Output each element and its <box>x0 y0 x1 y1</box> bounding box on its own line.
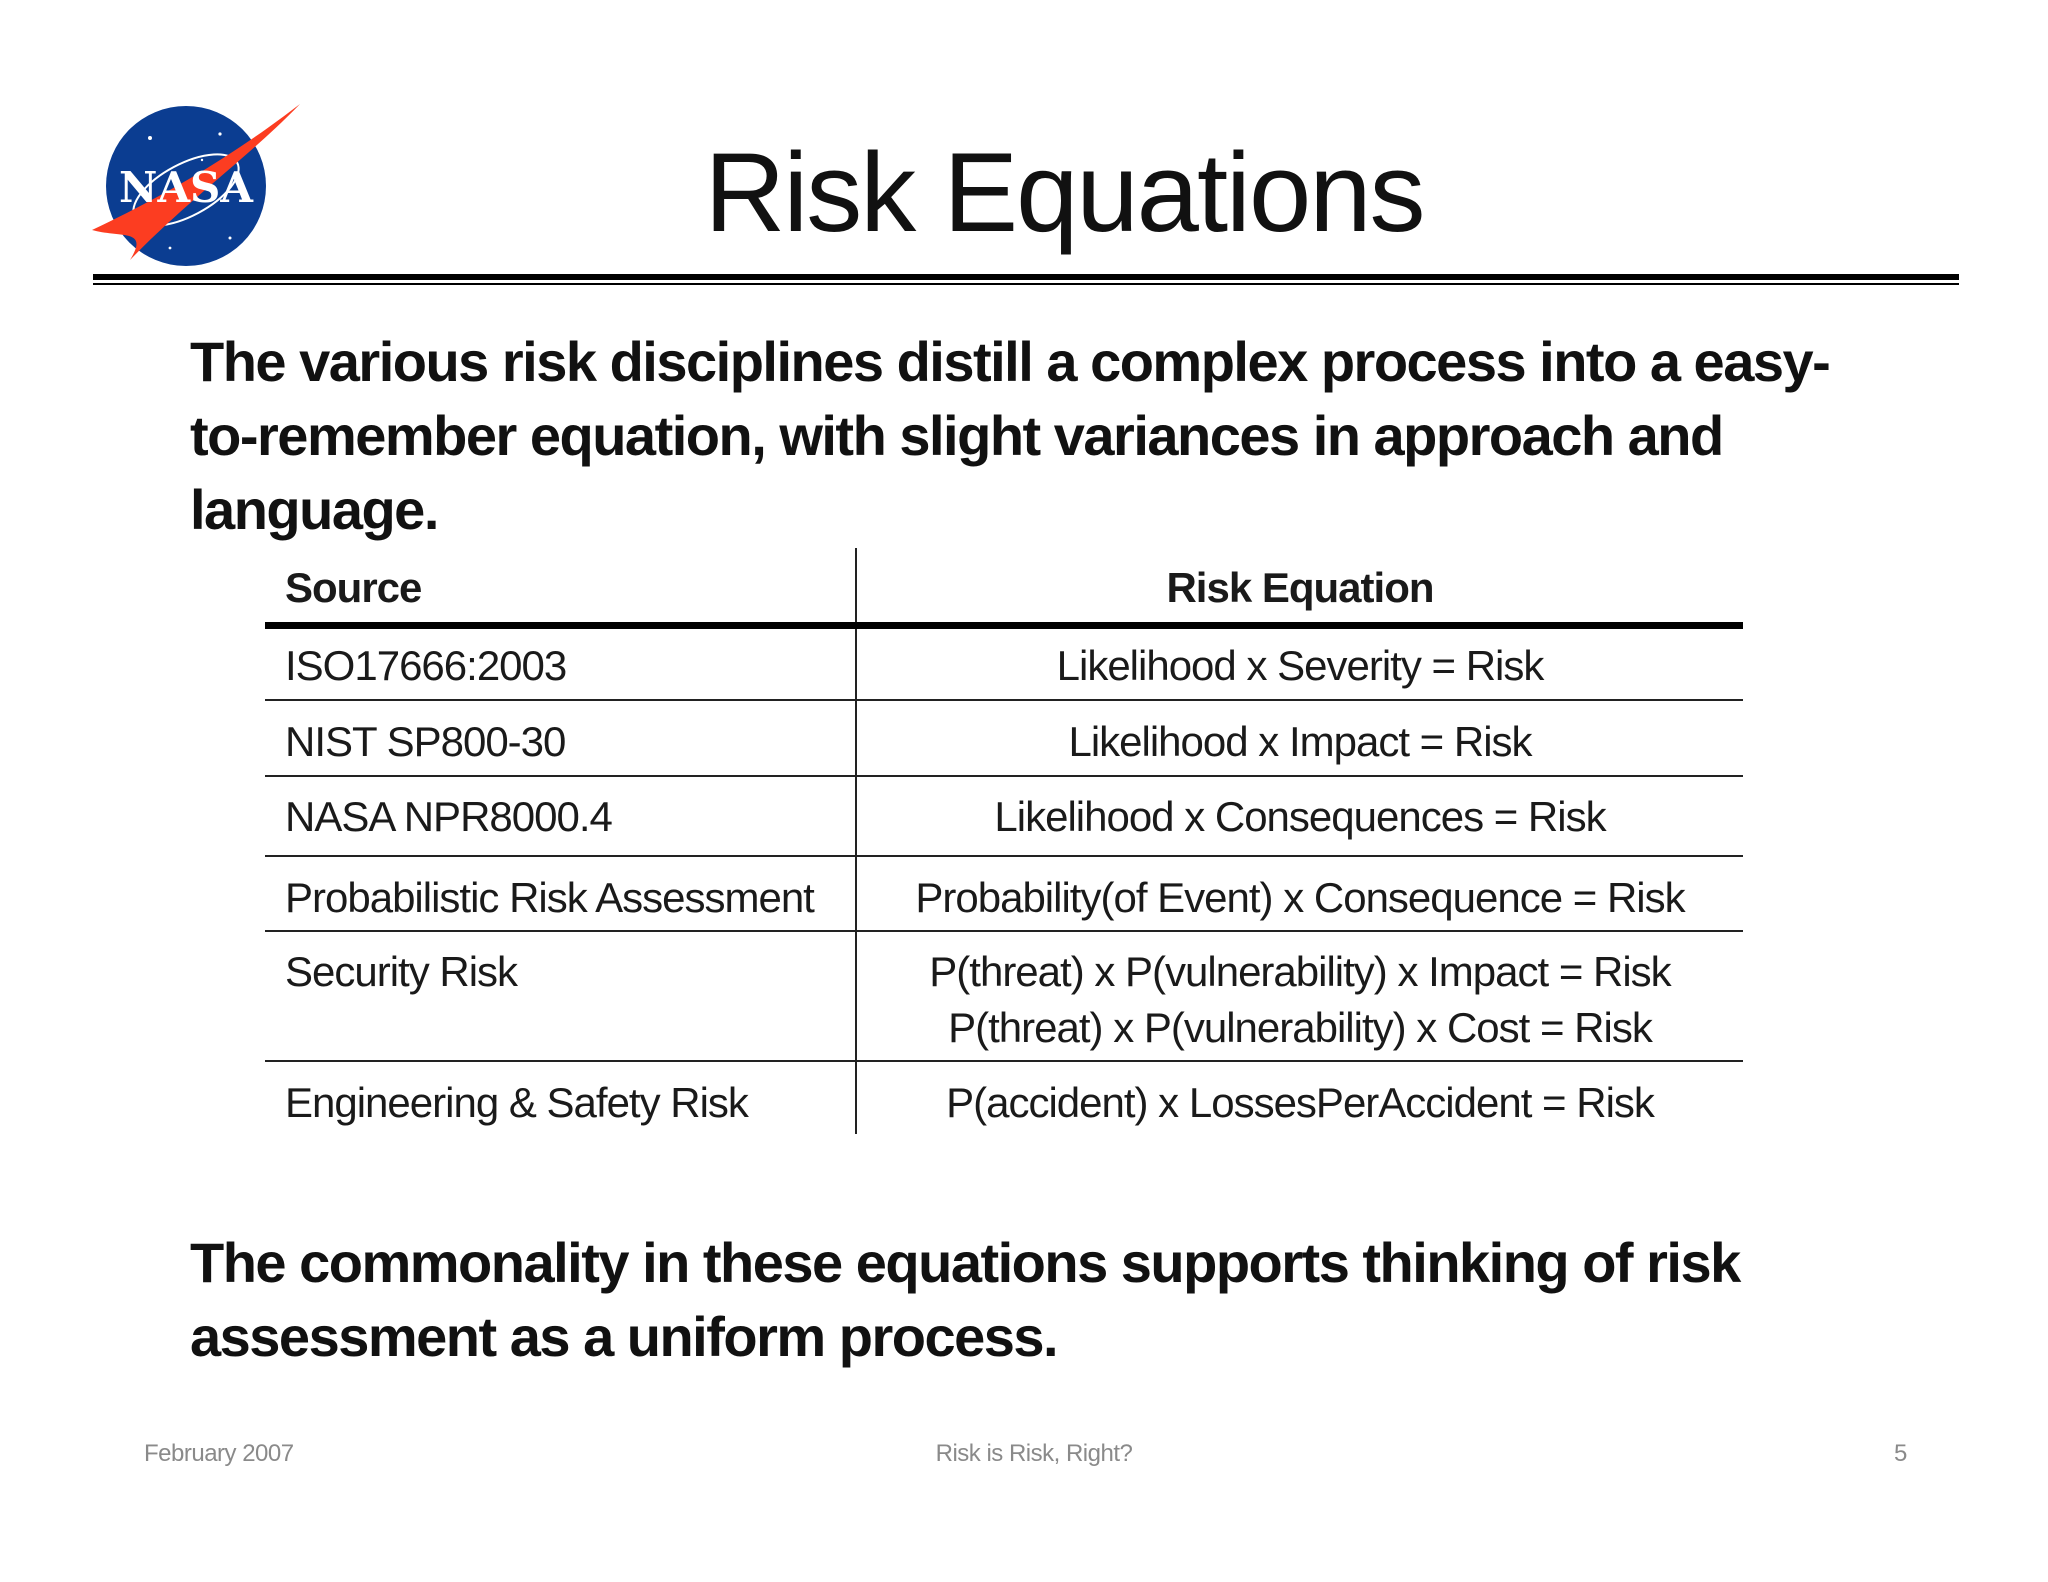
row-divider <box>265 1060 1743 1062</box>
header-rule <box>265 622 1743 629</box>
row-divider <box>265 775 1743 777</box>
row-equation-alt: P(threat) x P(vulnerability) x Cost = Risk <box>948 1004 1652 1051</box>
row-divider <box>265 699 1743 701</box>
row-equation: P(threat) x P(vulnerability) x Impact = Risk <box>929 948 1671 995</box>
row-divider <box>265 930 1743 932</box>
row-source: NIST SP800-30 <box>285 718 566 765</box>
row-equation: Likelihood x Impact = Risk <box>1068 718 1532 765</box>
page-number: 5 <box>1894 1440 1907 1467</box>
footer-title: Risk is Risk, Right? <box>935 1440 1133 1467</box>
title-rule-thin <box>93 283 1959 285</box>
row-equation: Likelihood x Severity = Risk <box>1056 642 1544 689</box>
footer-date: February 2007 <box>144 1440 294 1467</box>
title-rule-thick <box>93 274 1959 280</box>
row-source: Security Risk <box>285 948 518 995</box>
row-divider <box>265 855 1743 857</box>
header-source: Source <box>285 564 422 611</box>
header-equation: Risk Equation <box>1166 564 1434 611</box>
row-equation: P(accident) x LossesPerAccident = Risk <box>946 1079 1654 1126</box>
row-equation: Likelihood x Consequences = Risk <box>994 793 1606 840</box>
conclusion-paragraph: The commonality in these equations supports thinking of risk assessment as a uniform process. <box>190 1231 1740 1368</box>
slide-title: Risk Equations <box>704 130 1424 255</box>
row-source: ISO17666:2003 <box>285 642 567 689</box>
row-source: Probabilistic Risk Assessment <box>285 874 814 921</box>
row-source: Engineering & Safety Risk <box>285 1079 748 1126</box>
intro-paragraph: The various risk disciplines distill a complex process into a easy-to-remember equation, with slight variances in approach and language. <box>190 330 1830 541</box>
logo-wordmark: NASA <box>119 163 253 212</box>
row-equation: Probability(of Event) x Consequence = Risk <box>915 874 1685 921</box>
row-source: NASA NPR8000.4 <box>285 793 612 840</box>
